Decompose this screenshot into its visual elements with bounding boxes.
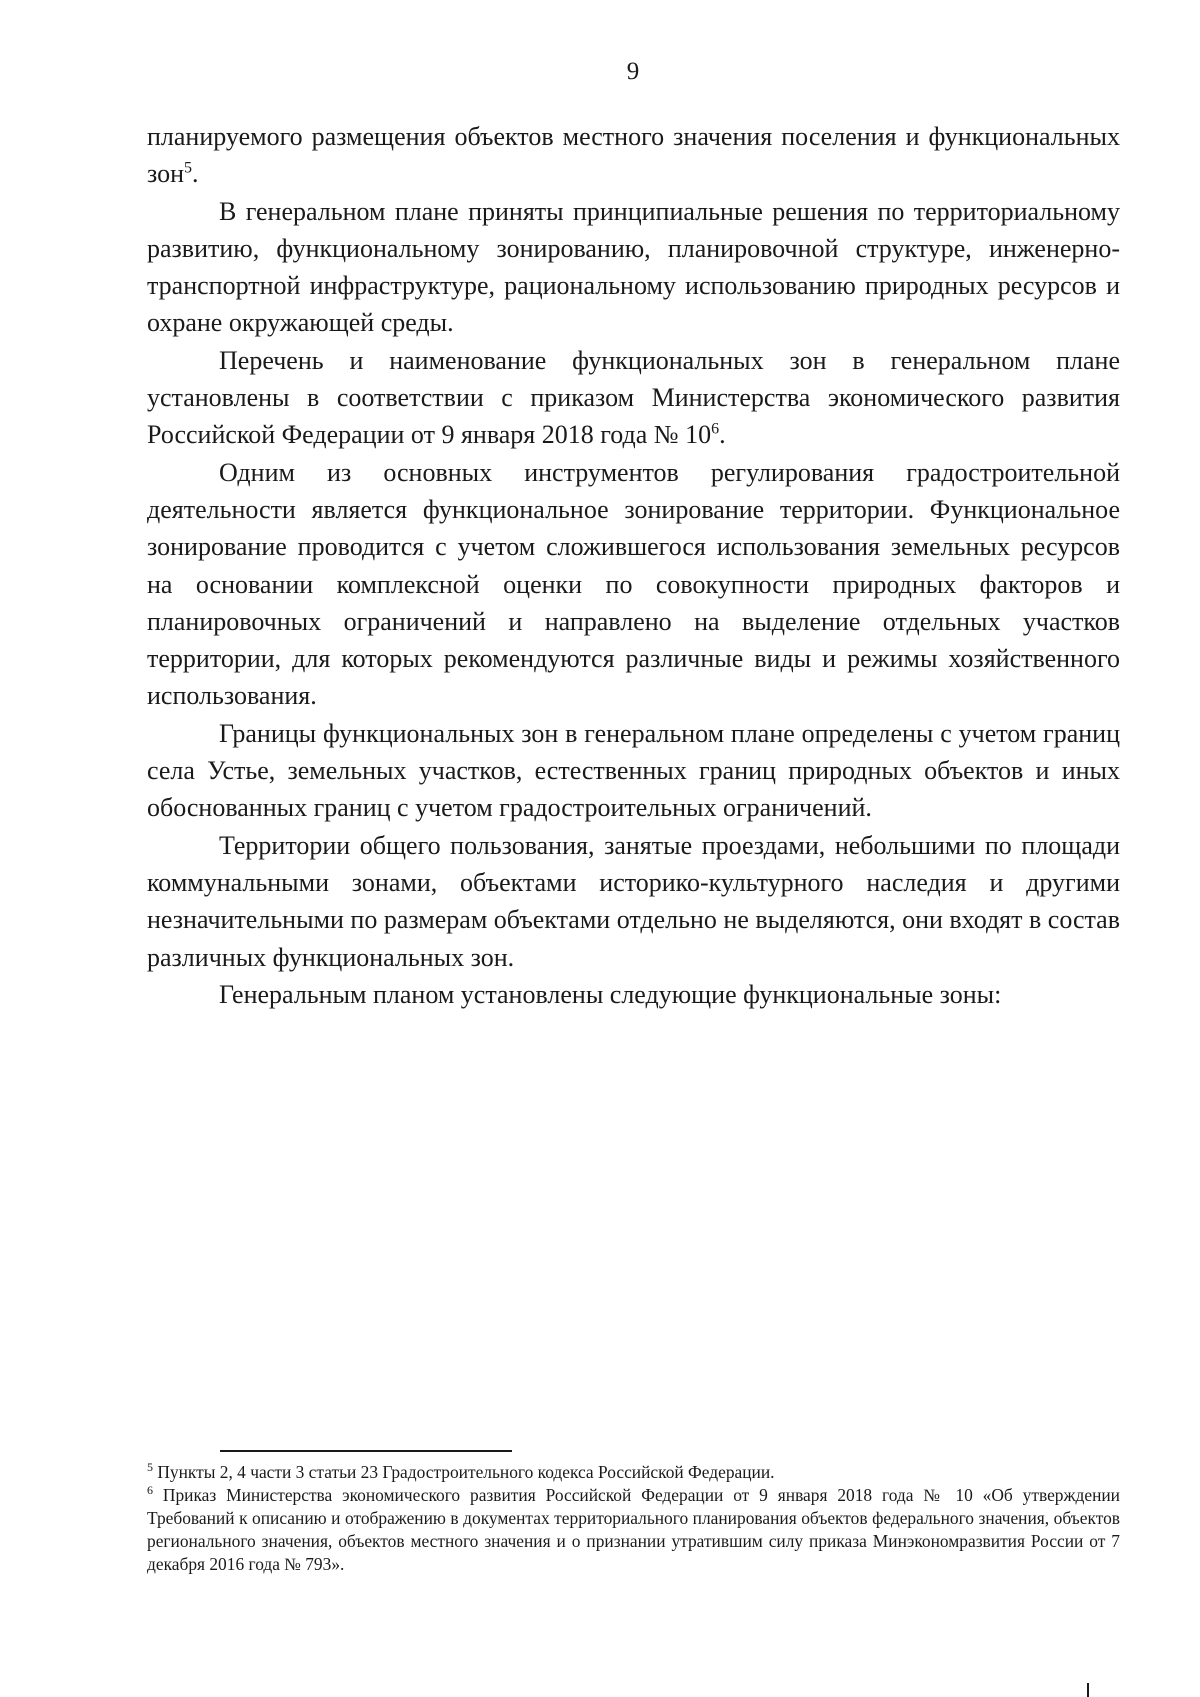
footnote-separator — [220, 1450, 512, 1452]
footnote-text: Пункты 2, 4 части 3 статьи 23 Градостроительного кодекса Российской Федерации. — [153, 1462, 775, 1482]
footnote — [147, 1461, 1120, 1484]
paragraph — [147, 342, 1120, 454]
paragraph — [147, 454, 1120, 715]
paragraph-text: Границы функциональных зон в генеральном плане определены с учетом границ села Устье, земельных участков, естественных границ природных объектов и иных обоснованных границ с учетом градостроительных ограничений. — [147, 718, 1120, 823]
footnote-ref[interactable]: 6 — [711, 420, 720, 438]
paragraph-text: Территории общего пользования, занятые проездами, небольшими по площади коммунальными зонами, объектами историко-культурного наследия и другими незначительными по размерам объектами отдельно не выделяются, они входят в состав различных функциональных зон. — [147, 830, 1120, 972]
paragraph — [147, 827, 1120, 976]
paragraph-continuation — [147, 118, 1120, 193]
paragraph-tail: . — [192, 159, 199, 189]
footnote-marker: 5 — [147, 1460, 153, 1475]
paragraph-text: планируемого размещения объектов местного значения поселения и функциональных зон — [147, 122, 1120, 189]
paragraph — [147, 193, 1120, 342]
footnotes — [147, 1461, 1120, 1576]
footnote-ref[interactable]: 5 — [184, 159, 193, 177]
paragraph-tail: . — [719, 420, 726, 450]
paragraph-text: Генеральным планом установлены следующие функциональные зоны: — [219, 979, 1002, 1009]
paragraph-text: Перечень и наименование функциональных зон в генеральном плане установлены в соответствии с приказом Министерства экономического развития Российской Федерации от 9 января 2018 года № 10 — [147, 345, 1120, 450]
page-number: 9 — [626, 58, 640, 85]
footnote-text: Приказ Министерства экономического развития Российской Федерации от 9 января 2018 года № 10 «Об утверждении Требований к описанию и отображению в документах территориального планирования объектов федерального значения, объектов регионального значения, объектов местного значения и о признании утратившим силу приказа Минэкономразвития России от 7 декабря 2016 года № 793». — [147, 1485, 1120, 1574]
paragraph — [147, 976, 1120, 1013]
paragraph-text: Одним из основных инструментов регулирования градостроительной деятельности является функциональное зонирование территории. Функциональное зонирование проводится с учетом сложившегося использования земельных ресурсов на основании комплексной оценки по совокупности природных факторов и планировочных ограничений и направлено на выделение отдельных участков территории, для которых рекомендуются различные виды и режимы хозяйственного использования. — [147, 457, 1120, 711]
footnote-marker: 6 — [147, 1483, 153, 1498]
footnote — [147, 1484, 1120, 1576]
scan-mark — [1087, 1683, 1089, 1697]
document-body — [147, 118, 1120, 1013]
paragraph — [147, 715, 1120, 827]
paragraph-text: В генеральном плане приняты принципиальные решения по территориальному развитию, функциональному зонированию, планировочной структуре, инженерно-транспортной инфраструктуре, рациональному использованию природных ресурсов и охране окружающей среды. — [147, 196, 1120, 338]
